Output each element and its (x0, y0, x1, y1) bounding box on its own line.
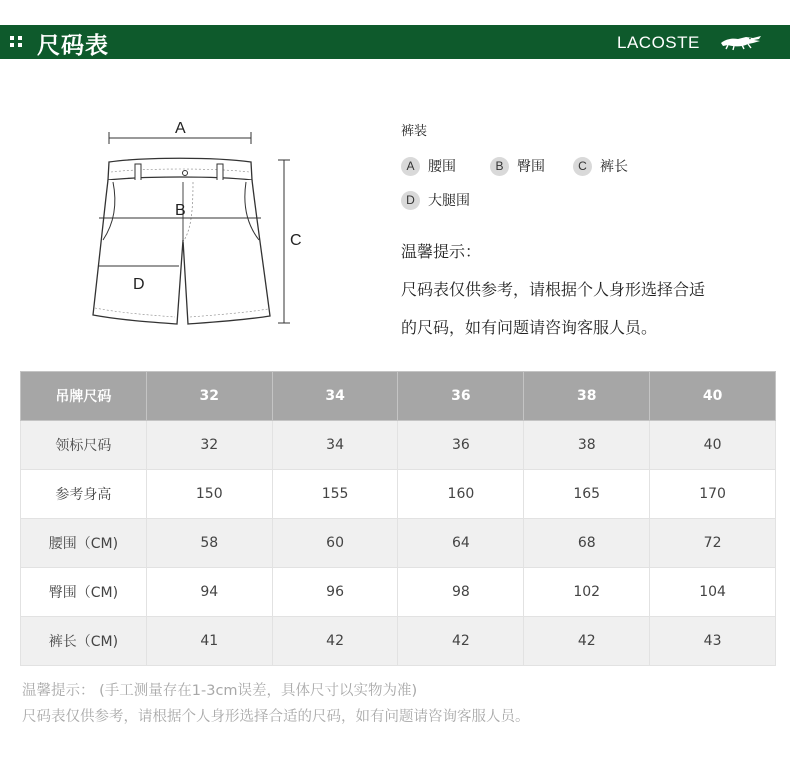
table-header-row (21, 372, 776, 421)
table-header-cell: 38 (524, 372, 650, 421)
table-cell: 160 (398, 470, 524, 519)
brand-logo-text: LACOSTE (617, 33, 700, 52)
table-row (21, 617, 776, 666)
size-table (20, 371, 776, 666)
table-cell: 41 (146, 617, 272, 666)
shorts-diagram (85, 112, 315, 337)
measure-b-label: B (175, 202, 186, 219)
legend-label: 大腿围 (428, 193, 470, 209)
legend-item-b (490, 156, 545, 176)
footer-note-line: 尺码表仅供参考，请根据个人身形选择合适的尺码，如有问题请咨询客服人员。 (22, 709, 530, 725)
tip-text-line: 的尺码，如有问题请咨询客服人员。 (401, 318, 658, 337)
table-cell: 155 (272, 470, 398, 519)
table-cell: 102 (524, 568, 650, 617)
legend-label: 臀围 (517, 159, 545, 175)
table-cell: 165 (524, 470, 650, 519)
measure-a-label: A (175, 120, 186, 137)
header-bar (0, 25, 790, 59)
legend-badge: B (490, 157, 509, 176)
table-cell: 96 (272, 568, 398, 617)
table-cell: 104 (650, 568, 776, 617)
grid-dots-icon (10, 36, 24, 48)
table-header-cell: 34 (272, 372, 398, 421)
table-row (21, 519, 776, 568)
table-header-cell: 40 (650, 372, 776, 421)
table-row (21, 470, 776, 519)
table-cell: 42 (398, 617, 524, 666)
table-cell: 150 (146, 470, 272, 519)
table-cell: 40 (650, 421, 776, 470)
legend-label: 裤长 (600, 159, 628, 175)
table-cell: 领标尺码 (21, 421, 147, 470)
table-header-cell: 36 (398, 372, 524, 421)
legend-badge: C (573, 157, 592, 176)
table-cell: 38 (524, 421, 650, 470)
table-cell: 36 (398, 421, 524, 470)
table-cell: 43 (650, 617, 776, 666)
crocodile-logo-icon (720, 33, 762, 51)
table-cell: 臀围（CM) (21, 568, 147, 617)
table-cell: 32 (146, 421, 272, 470)
table-cell: 42 (524, 617, 650, 666)
table-cell: 34 (272, 421, 398, 470)
measure-d-label: D (133, 276, 145, 293)
table-cell: 94 (146, 568, 272, 617)
table-cell: 72 (650, 519, 776, 568)
page-title: 尺码表 (37, 33, 109, 59)
footer-note-line: 温馨提示： (手工测量存在1-3cm误差，具体尺寸以实物为准) (22, 683, 418, 699)
tip-title: 温馨提示： (401, 242, 482, 261)
legend-label: 腰围 (428, 159, 456, 175)
table-cell: 腰围（CM) (21, 519, 147, 568)
table-cell: 60 (272, 519, 398, 568)
legend-badge: A (401, 157, 420, 176)
table-header-cell: 吊牌尺码 (21, 372, 147, 421)
table-header-cell: 32 (146, 372, 272, 421)
table-row (21, 421, 776, 470)
tip-text-line: 尺码表仅供参考，请根据个人身形选择合适 (401, 280, 706, 299)
table-cell: 参考身高 (21, 470, 147, 519)
legend-item-a (401, 156, 456, 176)
table-cell: 68 (524, 519, 650, 568)
category-label: 裤装 (401, 124, 428, 139)
table-cell: 170 (650, 470, 776, 519)
legend-badge: D (401, 191, 420, 210)
table-cell: 裤长（CM) (21, 617, 147, 666)
table-cell: 98 (398, 568, 524, 617)
table-cell: 58 (146, 519, 272, 568)
legend-item-d (401, 190, 470, 210)
table-row (21, 568, 776, 617)
table-cell: 64 (398, 519, 524, 568)
table-cell: 42 (272, 617, 398, 666)
measure-c-label: C (290, 232, 302, 249)
legend-item-c (573, 156, 628, 176)
